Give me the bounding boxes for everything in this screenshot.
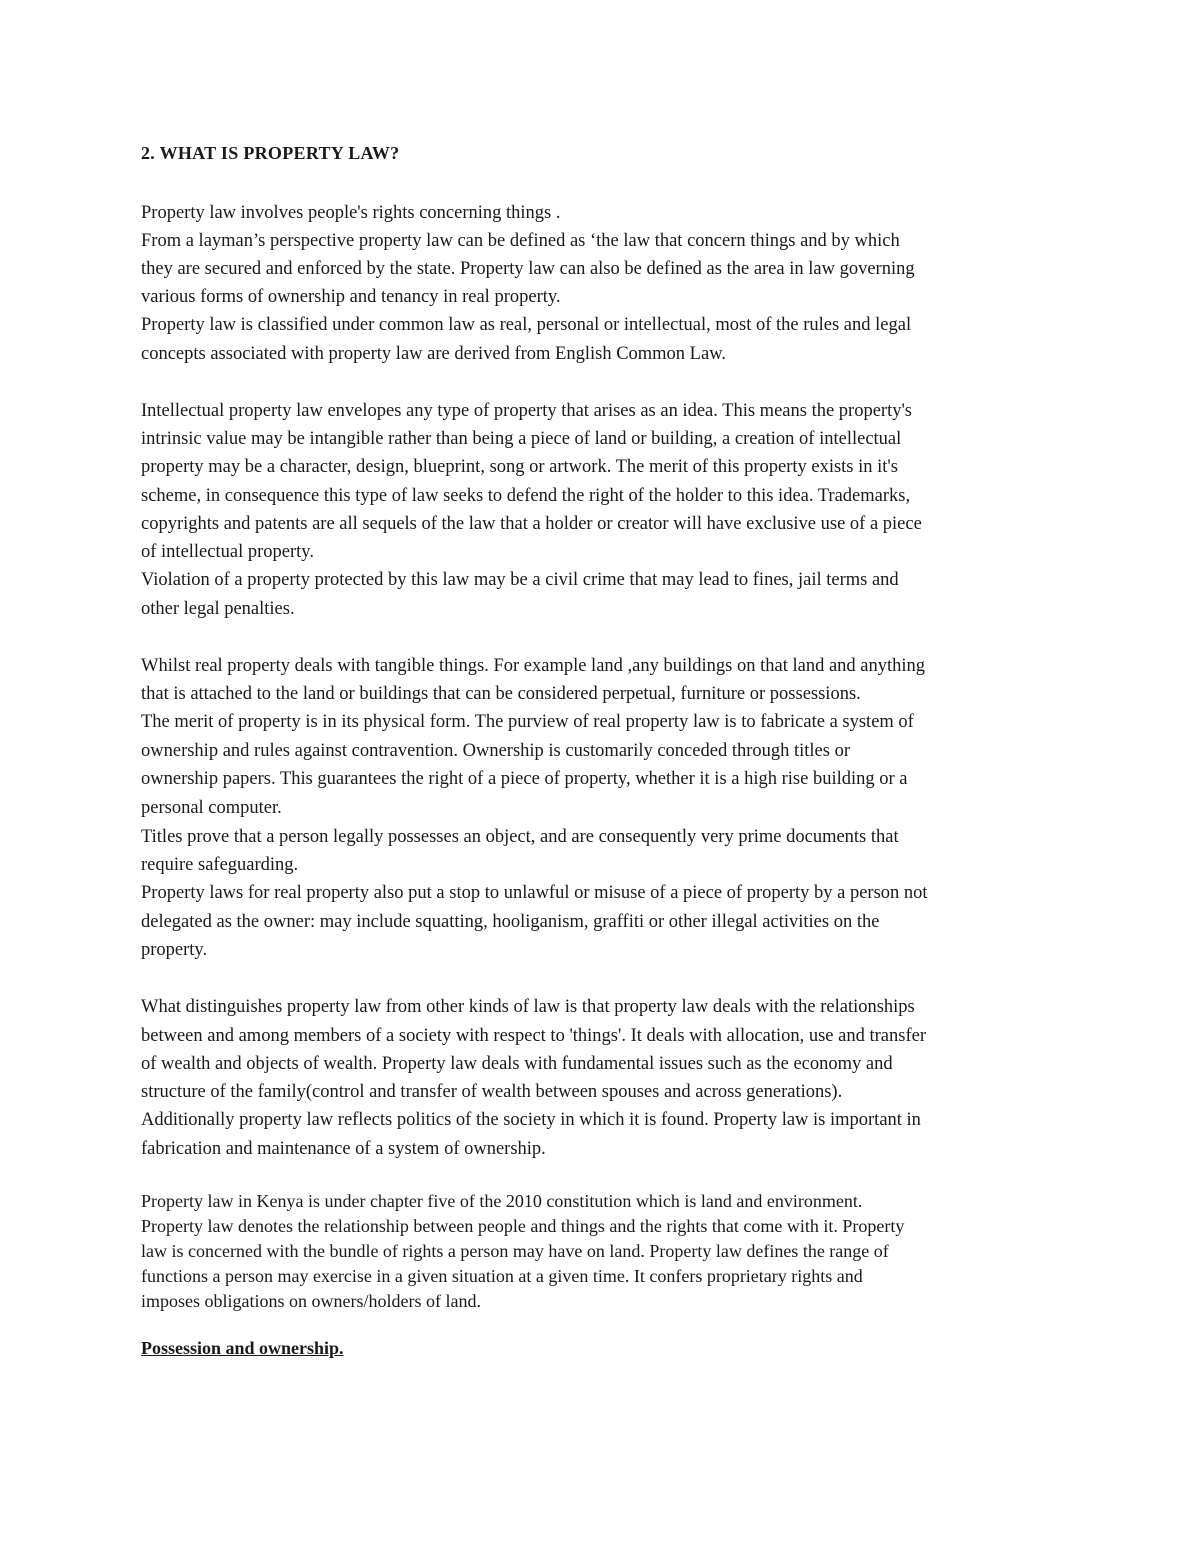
text-line: Property law involves people's rights concerning things .	[141, 203, 561, 223]
text-line: require safeguarding.	[141, 855, 299, 875]
text-line: scheme, in consequence this type of law seeks to defend the right of the holder to this idea. Trademarks,	[141, 486, 911, 506]
text-line: various forms of ownership and tenancy in real property.	[141, 287, 561, 307]
text-line: Additionally property law reflects politics of the society in which it is found. Property law is important in	[141, 1110, 921, 1130]
text-line: The merit of property is in its physical form. The purview of real property law is to fabricate a system of	[141, 712, 914, 732]
text-line: ownership and rules against contravention. Ownership is customarily conceded through titles or	[141, 741, 850, 761]
text-line: Violation of a property protected by this law may be a civil crime that may lead to fines, jail terms and	[141, 570, 899, 590]
text-line: concepts associated with property law are derived from English Common Law.	[141, 344, 726, 364]
text-line: law is concerned with the bundle of rights a person may have on land. Property law defines the range of	[141, 1241, 889, 1261]
text-line: Property law in Kenya is under chapter five of the 2010 constitution which is land and environment.	[141, 1191, 863, 1211]
section-heading: Possession and ownership.	[141, 1338, 344, 1358]
text-line: imposes obligations on owners/holders of land.	[141, 1291, 481, 1311]
text-line: intrinsic value may be intangible rather than being a piece of land or building, a creation of intellectual	[141, 429, 902, 449]
text-line: What distinguishes property law from other kinds of law is that property law deals with the relationships	[141, 997, 915, 1017]
text-line: Property law denotes the relationship between people and things and the rights that come with it. Property	[141, 1216, 905, 1236]
text-line: functions a person may exercise in a given situation at a given time. It confers proprietary rights and	[141, 1266, 863, 1286]
text-line: between and among members of a society with respect to 'things'. It deals with allocation, use and transfer	[141, 1026, 926, 1046]
text-line: delegated as the owner: may include squatting, hooliganism, graffiti or other illegal activities on the	[141, 912, 880, 932]
text-line: ownership papers. This guarantees the right of a piece of property, whether it is a high rise building or a	[141, 769, 908, 789]
text-line: copyrights and patents are all sequels of the law that a holder or creator will have exclusive use of a piece	[141, 514, 922, 534]
text-line: Intellectual property law envelopes any type of property that arises as an idea. This means the property's	[141, 401, 913, 421]
text-line: structure of the family(control and transfer of wealth between spouses and across generations).	[141, 1082, 843, 1102]
text-line: they are secured and enforced by the state. Property law can also be defined as the area in law governing	[141, 259, 915, 279]
text-line: other legal penalties.	[141, 599, 295, 619]
text-line: Property laws for real property also put a stop to unlawful or misuse of a piece of property by a person not	[141, 883, 928, 903]
text-line: fabrication and maintenance of a system of ownership.	[141, 1139, 546, 1159]
text-line: of intellectual property.	[141, 542, 314, 562]
text-line: that is attached to the land or buildings that can be considered perpetual, furniture or possessions.	[141, 684, 861, 704]
text-line: Whilst real property deals with tangible things. For example land ,any buildings on that land and anything	[141, 656, 926, 676]
text-line: personal computer.	[141, 798, 282, 818]
text-line: Property law is classified under common law as real, personal or intellectual, most of the rules and legal	[141, 315, 912, 335]
text-line: property.	[141, 940, 208, 960]
text-line: of wealth and objects of wealth. Property law deals with fundamental issues such as the economy and	[141, 1054, 893, 1074]
text-line: From a layman’s perspective property law can be defined as ‘the law that concern things and by which	[141, 231, 900, 251]
page-title: 2. WHAT IS PROPERTY LAW?	[141, 143, 400, 163]
text-line: property may be a character, design, blueprint, song or artwork. The merit of this property exists in it's	[141, 457, 898, 477]
text-line: Titles prove that a person legally possesses an object, and are consequently very prime documents that	[141, 827, 899, 847]
